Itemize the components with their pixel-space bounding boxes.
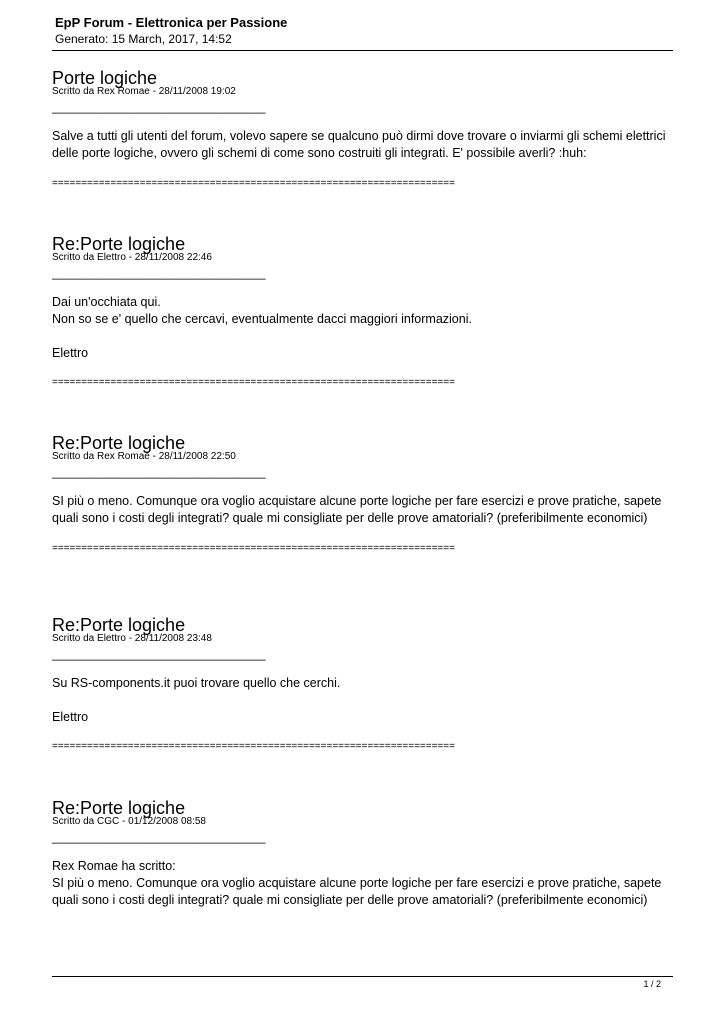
post-meta: Scritto da Elettro - 28/11/2008 22:46 bbox=[52, 252, 212, 263]
post-underline: ________________________________ bbox=[52, 266, 266, 280]
page-header bbox=[55, 15, 673, 47]
post-title: Porte logiche bbox=[52, 68, 158, 88]
post-body-line bbox=[52, 692, 673, 709]
post-underline: ________________________________ bbox=[52, 465, 266, 479]
post-meta: Scritto da Elettro - 28/11/2008 23:48 bbox=[52, 633, 212, 644]
post-body-line: Elettro bbox=[52, 346, 89, 360]
post bbox=[52, 235, 673, 389]
post-separator: ===================================================================== bbox=[52, 741, 455, 752]
post-underline: ________________________________ bbox=[52, 647, 266, 661]
post-body-line: SI più o meno. Comunque ora voglio acquistare alcune porte logiche per fare esercizi e prove pratiche, sapete quali sono i costi degli integrati? quale mi consigliate per delle prove amatoriali? (preferibilmente economici) bbox=[52, 494, 665, 525]
post-body bbox=[52, 128, 673, 162]
post bbox=[52, 434, 673, 555]
post bbox=[52, 799, 673, 909]
post-separator: ===================================================================== bbox=[52, 543, 455, 554]
post-title: Re:Porte logiche bbox=[52, 433, 186, 453]
generated-date: Generato: 15 March, 2017, 14:52 bbox=[55, 32, 232, 46]
post-body bbox=[52, 675, 673, 726]
post-body-line: Su RS-components.it puoi trovare quello che cerchi. bbox=[52, 676, 341, 690]
post-title: Re:Porte logiche bbox=[52, 234, 186, 254]
post bbox=[52, 616, 673, 753]
site-title: EpP Forum - Elettronica per Passione bbox=[55, 15, 288, 30]
post-body-line bbox=[52, 328, 673, 345]
footer-rule bbox=[52, 976, 673, 977]
post-title: Re:Porte logiche bbox=[52, 798, 186, 818]
post-meta: Scritto da CGC - 01/12/2008 08:58 bbox=[52, 816, 206, 827]
page-number: 1 / 2 bbox=[643, 979, 661, 989]
post-body-line: Elettro bbox=[52, 710, 89, 724]
post-body-line: Salve a tutti gli utenti del forum, volevo sapere se qualcuno può dirmi dove trovare o inviarmi gli schemi elettrici delle porte logiche, ovvero gli schemi di come sono costruiti gli integrati. E' possibile averli? :huh: bbox=[52, 129, 669, 160]
post-separator: ===================================================================== bbox=[52, 178, 455, 189]
post-body bbox=[52, 858, 673, 909]
post-body bbox=[52, 493, 673, 527]
post-body bbox=[52, 294, 673, 362]
post-underline: ________________________________ bbox=[52, 830, 266, 844]
post-title: Re:Porte logiche bbox=[52, 615, 186, 635]
post-underline: ________________________________ bbox=[52, 100, 266, 114]
post-body-line: SI più o meno. Comunque ora voglio acquistare alcune porte logiche per fare esercizi e prove pratiche, sapete quali sono i costi degli integrati? quale mi consigliate per delle prove amatoriali? (preferibilmente economici) bbox=[52, 876, 665, 907]
post-meta: Scritto da Rex Romae - 28/11/2008 22:50 bbox=[52, 451, 236, 462]
post-meta: Scritto da Rex Romae - 28/11/2008 19:02 bbox=[52, 86, 236, 97]
post-separator: ===================================================================== bbox=[52, 377, 455, 388]
post-body-line: Dai un'occhiata qui. bbox=[52, 295, 161, 309]
post bbox=[52, 69, 673, 190]
post-body-line: Rex Romae ha scritto: bbox=[52, 859, 176, 873]
header-rule bbox=[52, 50, 673, 51]
post-body-line: Non so se e' quello che cercavi, eventualmente dacci maggiori informazioni. bbox=[52, 312, 472, 326]
